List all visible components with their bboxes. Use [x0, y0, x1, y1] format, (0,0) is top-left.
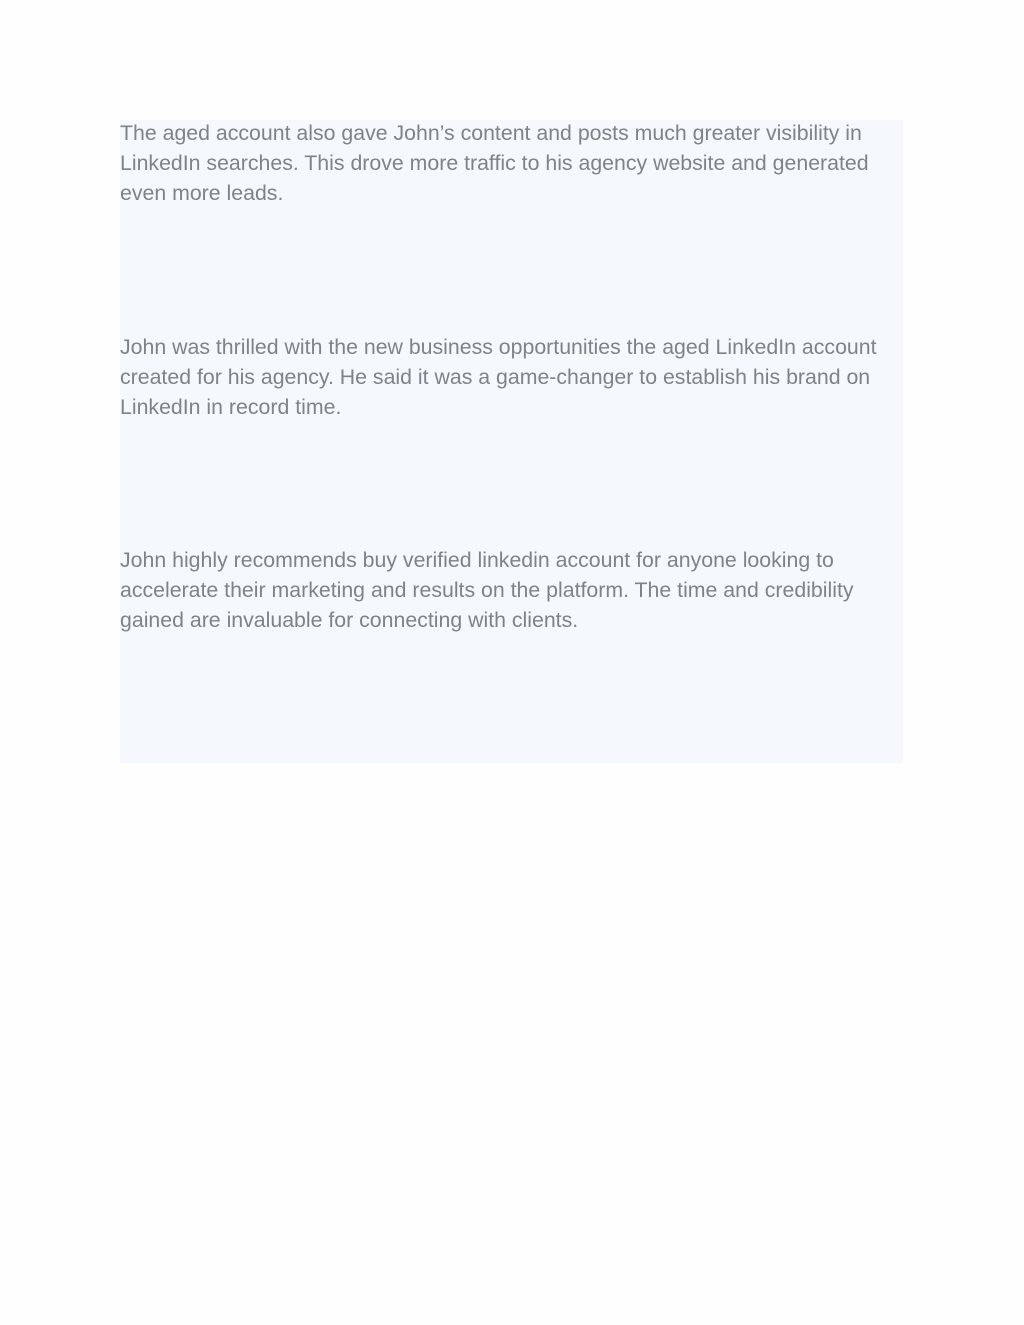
paragraph-recommendation: John highly recommends buy verified linkedin account for anyone looking to accelerate their marketing and results on the platform. The time and credibility gained are invaluable for connecting with clients. — [120, 548, 854, 632]
highlighted-text-block — [120, 120, 903, 763]
paragraph-business-opportunities: John was thrilled with the new business opportunities the aged LinkedIn account created for his agency. He said it was a game-changer to establish his brand on LinkedIn in record time. — [120, 335, 877, 419]
paragraph-visibility: The aged account also gave John’s content and posts much greater visibility in LinkedIn searches. This drove more traffic to his agency website and generated even more leads. — [120, 121, 869, 205]
